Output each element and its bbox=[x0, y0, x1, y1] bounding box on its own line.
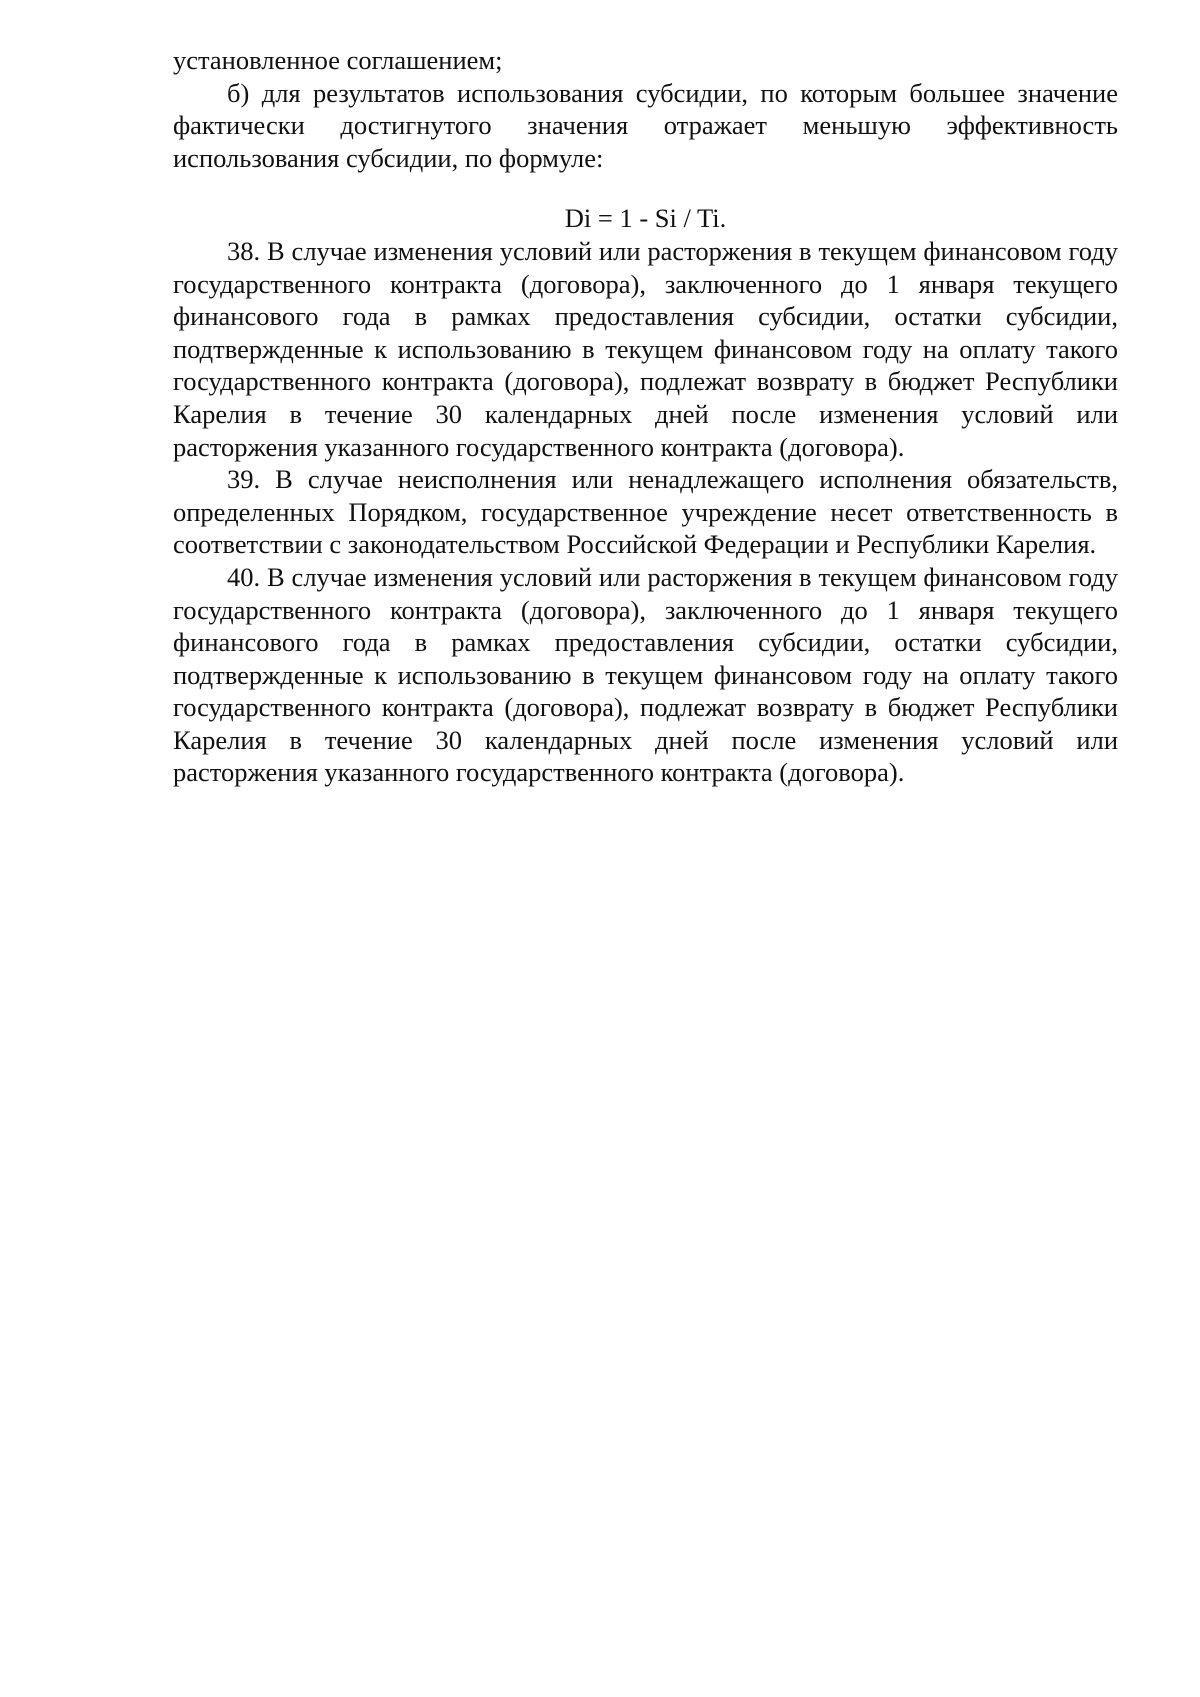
paragraph-continuation: установленное соглашением; bbox=[173, 45, 503, 75]
paragraph-38: 38. В случае изменения условий или расторжения в текущем финансовом году государственного контракта (договора), заключенного до 1 января текущего финансового года в рамках предоставления субсидии, остатки субсидии, подтвержденные к использованию в текущем финансовом году на оплату такого государственного контракта (договора), подлежат возврату в бюджет Республики Карелия в течение 30 календарных дней после изменения условий или расторжения указанного государственного контракта (договора). bbox=[173, 235, 1118, 462]
paragraph-39: 39. В случае неисполнения или ненадлежащего исполнения обязательств, определенных Порядком, государственное учреждение несет ответственность в соответствии с законодательством Российской Федерации и Республики Карелия. bbox=[173, 464, 1118, 560]
paragraph-40: 40. В случае изменения условий или расторжения в текущем финансовом году государственного контракта (договора), заключенного до 1 января текущего финансового года в рамках предоставления субсидии, остатки субсидии, подтвержденные к использованию в текущем финансовом году на оплату такого государственного контракта (договора), подлежат возврату в бюджет Республики Карелия в течение 30 календарных дней после изменения условий или расторжения указанного государственного контракта (договора). bbox=[173, 561, 1118, 788]
formula: Di = 1 - Si / Ti. bbox=[564, 203, 727, 234]
paragraph-item-b: б) для результатов использования субсидии, по которым большее значение фактически достигнутого значения отражает меньшую эффективность использования субсидии, по формуле: bbox=[173, 77, 1118, 173]
document-body bbox=[173, 44, 1118, 789]
